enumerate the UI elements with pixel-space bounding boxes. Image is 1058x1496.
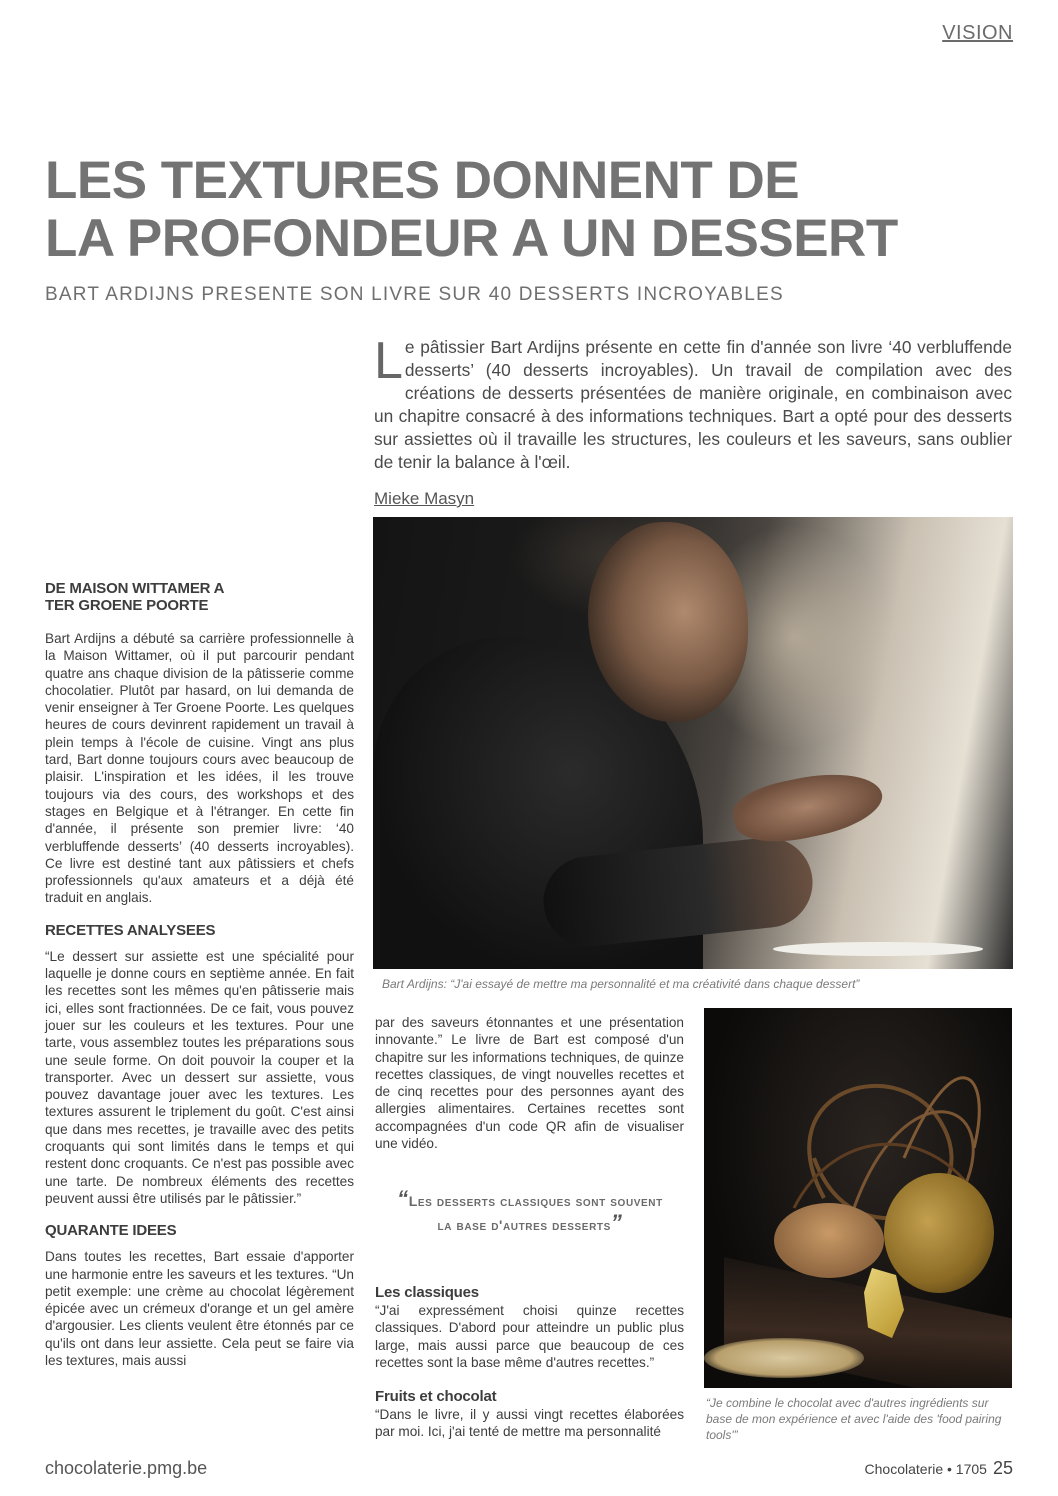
drop-cap: L <box>374 332 403 390</box>
fruits-paragraph: “Dans le livre, il y aussi vingt recettes élaborées par moi. Ici, j'ai tenté de mettre ma personnalité <box>375 1407 684 1440</box>
section-heading-recettes: RECETTES ANALYSEES <box>45 921 216 939</box>
left-column <box>45 580 354 1369</box>
dessert-photo <box>704 1008 1012 1388</box>
page-footer <box>865 1458 1013 1479</box>
intro-text: e pâtissier Bart Ardijns présente en cette fin d'année son livre ‘40 verbluffende desserts’ (40 desserts incroyables). Un travail de compilation avec des créations de desserts présentées de manière originale, en combinaison avec un chapitre consacré à des informations techniques. Bart a opté pour des desserts sur assiettes où il travaille les structures, les couleurs et les saveurs, sans oublier de tenir la balance à l'œil. <box>374 337 1012 472</box>
section-body-quarante: Dans toutes les recettes, Bart essaie d'apporter une harmonie entre les saveurs et les textures. “Un petit exemple: une crème au chocolat légèrement épicée avec un crémeux d'orange et un gel amère d'argousier. Les clients veulent être étonnés par ce qu'ils ont dans leur assiette. Cela peut se faire via les textures, mais aussi <box>45 1249 354 1368</box>
quote-open-mark: “ <box>397 1186 409 1211</box>
subtitle: BART ARDIJNS PRESENTE SON LIVRE SUR 40 DESSERTS INCROYABLES <box>45 284 784 305</box>
quote-close-mark: ” <box>610 1210 623 1235</box>
continuation-paragraph: par des saveurs étonnantes et une présentation innovante.” Le livre de Bart est composé d'un chapitre sur les informations techniques, de quinze recettes classiques, de vingt nouvelles recettes et de cinq recettes pour des personnes ayant des allergies alimentaires. Certaines recettes sont accompagnées d'un code QR afin de visualiser une vidéo. <box>375 1015 684 1152</box>
headline-line-1: LES TEXTURES DONNENT DE <box>45 151 800 210</box>
chef-photo-caption: Bart Ardijns: “J'ai essayé de mettre ma personnalité et ma créativité dans chaque dessert” <box>382 977 860 991</box>
photo-plate-shape <box>773 942 983 956</box>
photo-hand-shape <box>728 762 887 852</box>
macaron-shape <box>774 1203 884 1278</box>
dessert-photo-caption: “Je combine le chocolat avec d'autres ingrédients sur base de mon expérience et avec l'aide des 'food pairing tools'” <box>706 1396 1002 1442</box>
intro-paragraph <box>374 332 1012 474</box>
section-body-wittamer: Bart Ardijns a débuté sa carrière professionnelle à la Maison Wittamer, où il put parcourir pendant quatre ans chaque division de la pâtisserie comme chocolatier. Plutôt par hasard, on lui demanda de venir enseigner à Ter Groene Poorte. Les quelques heures de cours devinrent rapidement un travail à plein temps à l'école de cuisine. Vingt ans plus tard, Bart donne toujours cours avec beaucoup de plaisir. L'inspiration et les idées, il les trouve toujours via des cours, des workshops et des stages en Belgique et à l'étranger. En cette fin d'année, il présente son premier livre: ‘40 verbluffende desserts’ (40 desserts incroyables). Ce livre est destiné tant aux pâtissiers et chefs professionnels qu'aux amateurs et a déjà été traduit en anglais. <box>45 631 354 906</box>
magazine-issue: Chocolaterie • 1705 <box>864 1461 987 1477</box>
section-heading-wittamer <box>45 580 354 614</box>
author-byline: Mieke Masyn <box>374 489 475 508</box>
pull-quote-text: Les desserts classiques sont souvent la base d'autres desserts <box>408 1193 663 1233</box>
heading-line: TER GROENE POORTE <box>45 597 209 614</box>
pull-quote <box>390 1188 670 1236</box>
cream-drop-shape <box>704 1338 864 1378</box>
section-body-recettes: “Le dessert sur assiette est une spécialité pour laquelle je donne cours en septième année. En fait les recettes sont les mêmes qu'en pâtisserie mais ici, elles sont fractionnées. De ce fait, vous pouvez jouer sur les couleurs et les textures. Pour une tarte, vous assemblez toutes les préparations sous une seule forme. On doit pouvoir la couper et la transporter. Avec un dessert sur assiette, vous pouvez davantage jouer avec les textures. Les textures assurent le triplement du goût. C'est ainsi que dans mes recettes, je travaille avec des petits croquants qui sont limités dans le temps et qui restent donc croquants. Ce n'est pas possible avec une tarte. De nombreux éléments des recettes peuvent aussi être utilisés par le pâtissier.” <box>45 948 354 1206</box>
section-label: VISION <box>942 22 1013 44</box>
middle-column-top <box>375 1014 684 1152</box>
middle-column-bottom <box>375 1284 684 1441</box>
website-link[interactable]: chocolaterie.pmg.be <box>45 1458 208 1478</box>
gold-macaron-shape <box>884 1173 994 1293</box>
page-number: 25 <box>992 1458 1013 1478</box>
headline-line-2: LA PROFONDEUR A UN DESSERT <box>45 209 898 268</box>
chef-photo <box>373 517 1013 969</box>
headline <box>45 152 1005 268</box>
subheading-classiques: Les classiques <box>375 1284 479 1301</box>
classiques-paragraph: “J'ai expressément choisi quinze recettes classiques. D'abord pour atteindre un public plus large, mais aussi parce que beaucoup de ces recettes sont la base même d'autres recettes.” <box>375 1303 684 1370</box>
subheading-fruits: Fruits et chocolat <box>375 1388 497 1406</box>
section-heading-quarante: QUARANTE IDEES <box>45 1222 177 1240</box>
heading-line: DE MAISON WITTAMER A <box>45 580 225 597</box>
